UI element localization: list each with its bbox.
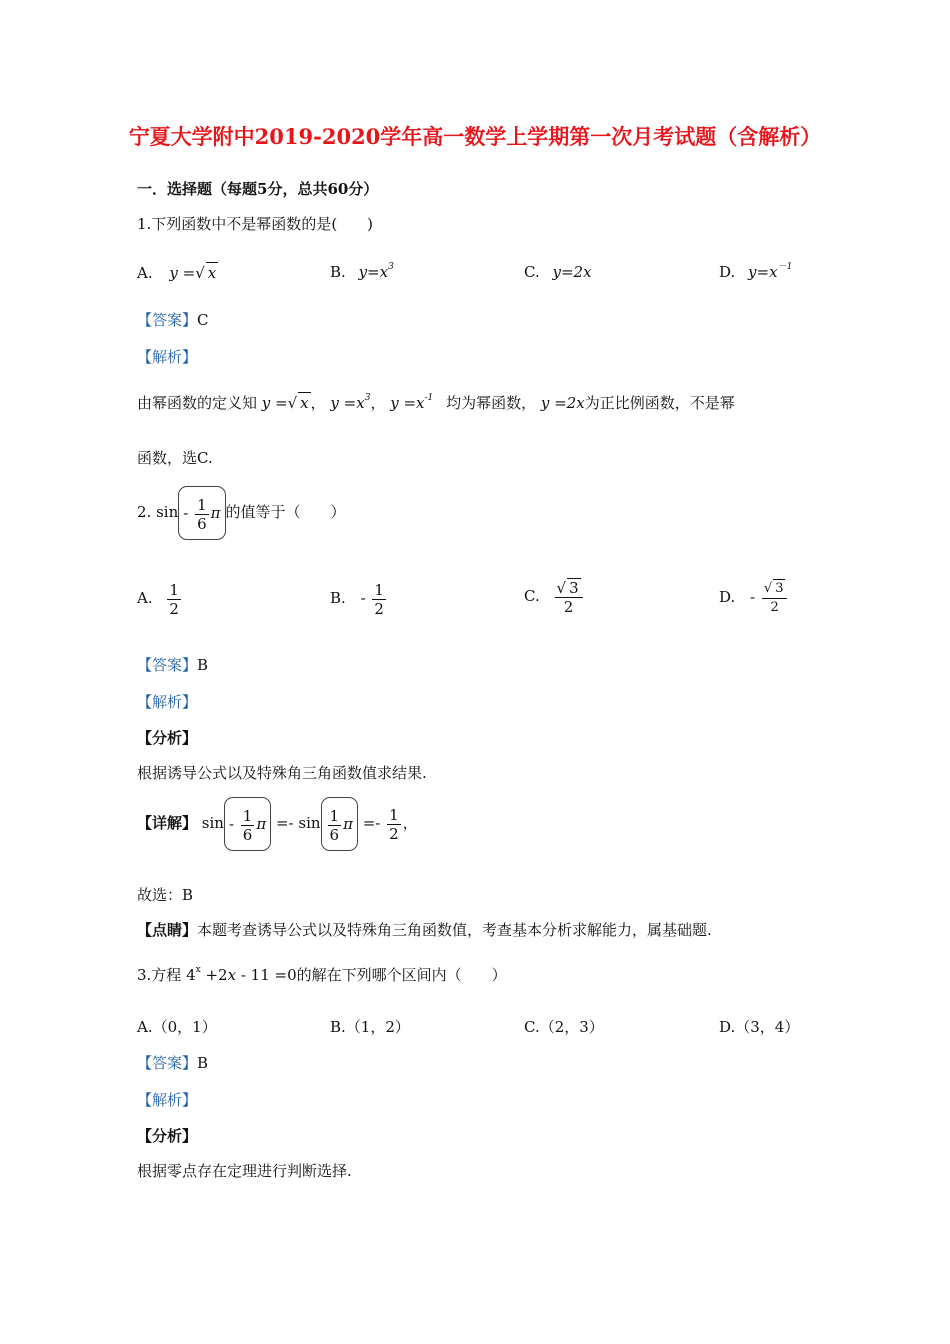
- q3-fenxi-text: 根据零点存在定理进行判断选择.: [137, 1162, 352, 1180]
- q3-answer: [137, 1053, 208, 1073]
- q2-dianjing: [137, 920, 712, 940]
- q1-option-d: [719, 262, 792, 282]
- q2-fenxi-text: 根据诱导公式以及特殊角三角函数值求结果.: [137, 764, 427, 782]
- q2-detail: [137, 795, 418, 851]
- q1-option-d-formula: $y=x^{-1}$: [748, 262, 793, 281]
- q1-option-a: [137, 262, 218, 283]
- q1-option-b-label: B.: [330, 263, 346, 281]
- q1-analysis-tag: 【解析】: [137, 348, 198, 366]
- q1-stem: 1.下列函数中不是幂函数的是( ): [137, 215, 374, 233]
- q1-option-a-formula: y =√ x: [169, 264, 217, 282]
- q2-option-c-value: $\frac{√ 3}{2}$: [555, 578, 583, 616]
- q3-analysis-tag: 【解析】: [137, 1091, 198, 1109]
- q1-analysis-text2: 均为幂函数，: [446, 394, 537, 412]
- q2-option-a: [137, 574, 183, 622]
- q3-stem-tail: 的解在下列哪个区间内（ ）: [296, 966, 507, 984]
- q3-option-b: B.（1，2）: [330, 1018, 410, 1036]
- q2-number: 2.: [137, 503, 152, 521]
- q2-detail-formula: sin - $\frac{1}{6}$ π =- sin $\frac{1}{6}$ π =- $\frac{1}{2}$ ，: [202, 814, 418, 832]
- q3-option-a: A.（0，1）: [137, 1018, 217, 1036]
- q1-analysis-formula1: y =√ x: [261, 394, 309, 412]
- section-heading: 一．选择题（每题5分，总共60分）: [137, 180, 379, 198]
- q2-option-c-label: C.: [524, 587, 540, 605]
- q1-analysis-text1: 由幂函数的定义知: [137, 394, 258, 412]
- q3-answer-tag: 【答案】: [137, 1054, 198, 1072]
- q2-stem-tail: 的值等于（ ）: [225, 503, 346, 521]
- q1-analysis-text3: 为正比例函数，不是幂: [584, 394, 735, 412]
- q3-equation: $4^x +2x - 11 =0$: [186, 965, 297, 984]
- q2-answer: [137, 655, 208, 675]
- q2-option-d-value: - $\frac{√ 3}{2}$: [750, 588, 789, 606]
- q1-option-a-label: A.: [137, 264, 153, 282]
- q2-conclude: 故选：B: [137, 886, 194, 904]
- page-title: 宁夏大学附中2019-2020学年高一数学上学期第一次月考试题（含解析）: [128, 124, 822, 149]
- q2-dianjing-text: 本题考查诱导公式以及特殊角三角函数值，考查基本分析求解能力，属基础题.: [197, 921, 712, 939]
- q2-option-b-label: B.: [330, 589, 346, 607]
- q2-option-a-value: $\frac{1}{2}$: [169, 580, 179, 618]
- q3-number: 3.方程: [137, 966, 182, 984]
- q3-stem: [137, 965, 507, 985]
- q2-dianjing-tag: 【点睛】: [137, 921, 198, 939]
- q2-option-c: [524, 570, 585, 622]
- q2-answer-tag: 【答案】: [137, 656, 198, 674]
- q2-fenxi-tag: 【分析】: [137, 729, 198, 747]
- q2-analysis-tag: 【解析】: [137, 693, 198, 711]
- q3-option-d: D.（3，4）: [719, 1018, 800, 1036]
- q2-stem: [137, 484, 346, 540]
- q1-option-d-label: D.: [719, 263, 736, 281]
- q2-option-a-label: A.: [137, 589, 153, 607]
- q1-answer-value: C: [197, 311, 209, 329]
- q1-option-c-label: C.: [524, 263, 540, 281]
- q1-answer: [137, 310, 209, 330]
- q1-analysis-line2: 函数，选C.: [137, 449, 213, 467]
- q2-option-b: [330, 574, 388, 622]
- q1-option-b: [330, 262, 394, 282]
- q1-answer-tag: 【答案】: [137, 311, 198, 329]
- q1-analysis-formula4: y =2x: [540, 394, 585, 412]
- q3-answer-value: B: [197, 1054, 209, 1072]
- q1-option-c-formula: y=2x: [552, 263, 592, 281]
- q2-option-d: [719, 572, 789, 622]
- q1-option-b-formula: $y=x^3$: [358, 262, 394, 281]
- q3-option-c: C.（2，3）: [524, 1018, 604, 1036]
- q1-option-c: [524, 262, 592, 282]
- q2-answer-value: B: [197, 656, 209, 674]
- q2-option-b-value: - $\frac{1}{2}$: [360, 580, 384, 618]
- q1-analysis-line1: 由幂函数的定义知 y =√ x ， $y =x^3$， $y =x^{-1}$ 均为幂函数， y =2x为正比例函数，不是幂: [137, 393, 735, 412]
- q1-analysis-formula2: $y =x^3$: [330, 393, 371, 412]
- q2-expression: sin - $\frac{1}{6}$ π: [156, 503, 225, 521]
- q3-fenxi-tag: 【分析】: [137, 1127, 198, 1145]
- q2-detail-tag: 【详解】: [137, 814, 198, 832]
- q1-analysis-formula3: $y =x^{-1}$: [390, 393, 434, 412]
- q2-option-d-label: D.: [719, 588, 736, 606]
